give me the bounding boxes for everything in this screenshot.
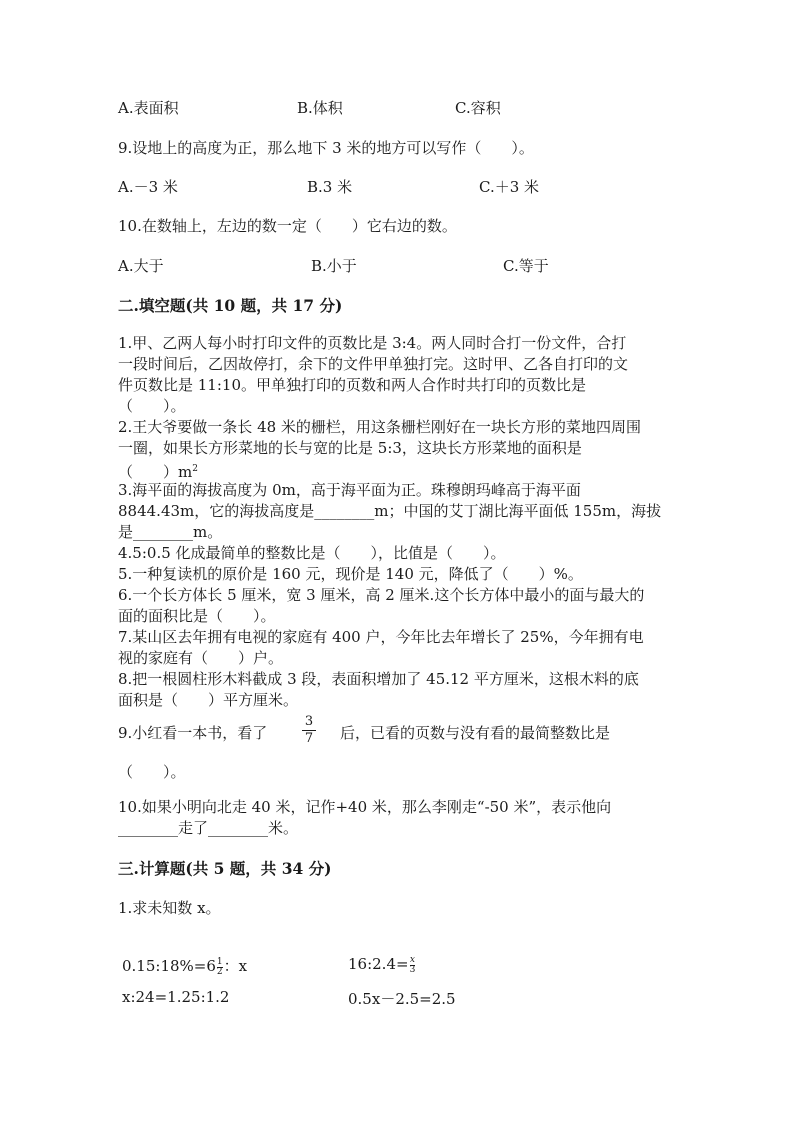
fraction-numerator: 3 [304,714,314,729]
fill-q9-blank: （ ）。 [118,763,186,781]
equation-1-right: ：x [223,957,248,975]
equation-1-frac-den: 2 [216,966,223,977]
fill-q1-line-2: 一段时间后，乙因故停打，余下的文件甲单独打完。这时甲、乙各自打印的文 [118,355,629,373]
fill-question-4: 4.5:0.5 化成最简单的整数比是（ ），比值是（ ）。 [118,544,506,562]
fill-q6-line-1: 6.一个长方体长 5 厘米，宽 3 厘米，高 2 厘米.这个长方体中最小的面与最大的 [118,586,645,604]
question-10-option-c: C.等于 [503,257,549,275]
fill-q1-line-3: 件页数比是 11:10。甲单独打印的页数和两人合作时共打印的页数比是 [118,376,586,394]
fill-question-1 [118,333,628,417]
fill-question-6 [118,585,644,627]
fill-q3-line-1: 3.海平面的海拔高度为 0m，高于海平面为正。珠穆朗玛峰高于海平面 [118,481,581,499]
equation-3: x:24=1.25:1.2 [122,988,230,1006]
option-a-surface-area: A.表面积 [118,99,179,117]
fill-q3-line-2: 8844.43m，它的海拔高度是________m；中国的艾丁湖比海平面低 155m，海拔 [118,502,662,520]
question-9-option-b: B.3 米 [307,178,353,196]
equation-2-fraction [410,956,416,975]
equation-1-left: 0.15:18%=6 [122,957,216,975]
equation-2-left: 16:2.4= [348,955,409,973]
question-10-text: 10.在数轴上，左边的数一定（ ）它右边的数。 [118,217,457,235]
option-c-capacity: C.容积 [455,99,501,117]
question-9-option-c: C.＋3 米 [479,178,540,196]
equation-2-frac-num: x [409,954,415,965]
equation-4: 0.5x－2.5=2.5 [348,990,456,1008]
fill-q2-line-1: 2.王大爷要做一条长 48 米的栅栏，用这条栅栏刚好在一块长方形的菜地四周围 [118,418,641,436]
section-2-title: 二.填空题(共 10 题，共 17 分) [118,296,343,315]
section-3-title: 三.计算题(共 5 题，共 34 分) [118,859,332,878]
fraction-three-sevenths [302,715,316,746]
fill-question-10 [118,797,611,839]
option-b-volume: B.体积 [297,99,343,117]
fill-question-7 [118,627,644,669]
fill-q2-line-2: 一圈，如果长方形菜地的长与宽的比是 5:3，这块长方形菜地的面积是 [118,439,582,457]
fill-q3-line-3: 是________m。 [118,523,223,541]
fill-q10-line-1: 10.如果小明向北走 40 米，记作+40 米，那么李刚走“-50 米”，表示他向 [118,798,612,816]
square-exponent: 2 [192,464,198,474]
fill-q1-line-4: （ ）。 [118,397,186,415]
fill-q2-line-3-text: （ ）m [118,463,193,481]
question-9-option-a: A.－3 米 [118,178,178,196]
calc-question-1: 1.求未知数 x。 [118,899,221,917]
question-10-option-b: B.小于 [311,257,357,275]
fill-question-8 [118,669,639,711]
fill-question-5: 5.一种复读机的原价是 160 元，现价是 140 元，降低了（ ）%。 [118,565,583,583]
equation-2 [348,955,416,975]
equation-2-frac-den: 3 [409,964,416,975]
equation-1-frac-num: 1 [216,956,223,967]
fraction-denominator: 7 [304,731,314,746]
fill-q1-line-1: 1.甲、乙两人每小时打印文件的页数比是 3:4。两人同时合打一份文件，合打 [118,334,627,352]
fill-q8-line-1: 8.把一根圆柱形木料截成 3 段，表面积增加了 45.12 平方厘米，这根木料的底 [118,670,639,688]
fill-q9-right-text: 后，已看的页数与没有看的最简整数比是 [340,724,611,742]
equation-1 [122,955,247,977]
fill-q10-line-2: ________走了________米。 [118,819,299,837]
fill-q6-line-2: 面的面积比是（ ）。 [118,607,276,625]
question-10-option-a: A.大于 [118,257,164,275]
fill-q8-line-2: 面积是（ ）平方厘米。 [118,691,299,709]
fill-q7-line-1: 7.某山区去年拥有电视的家庭有 400 户，今年比去年增长了 25%，今年拥有电 [118,628,644,646]
fill-question-2 [118,417,641,483]
fill-question-3 [118,480,661,543]
question-9-text: 9.设地上的高度为正，那么地下 3 米的地方可以写作（ ）。 [118,139,534,157]
equation-1-fraction [217,958,223,977]
fill-q7-line-2: 视的家庭有（ ）户。 [118,649,284,667]
fill-q9-left-text: 9.小红看一本书，看了 [118,724,268,742]
